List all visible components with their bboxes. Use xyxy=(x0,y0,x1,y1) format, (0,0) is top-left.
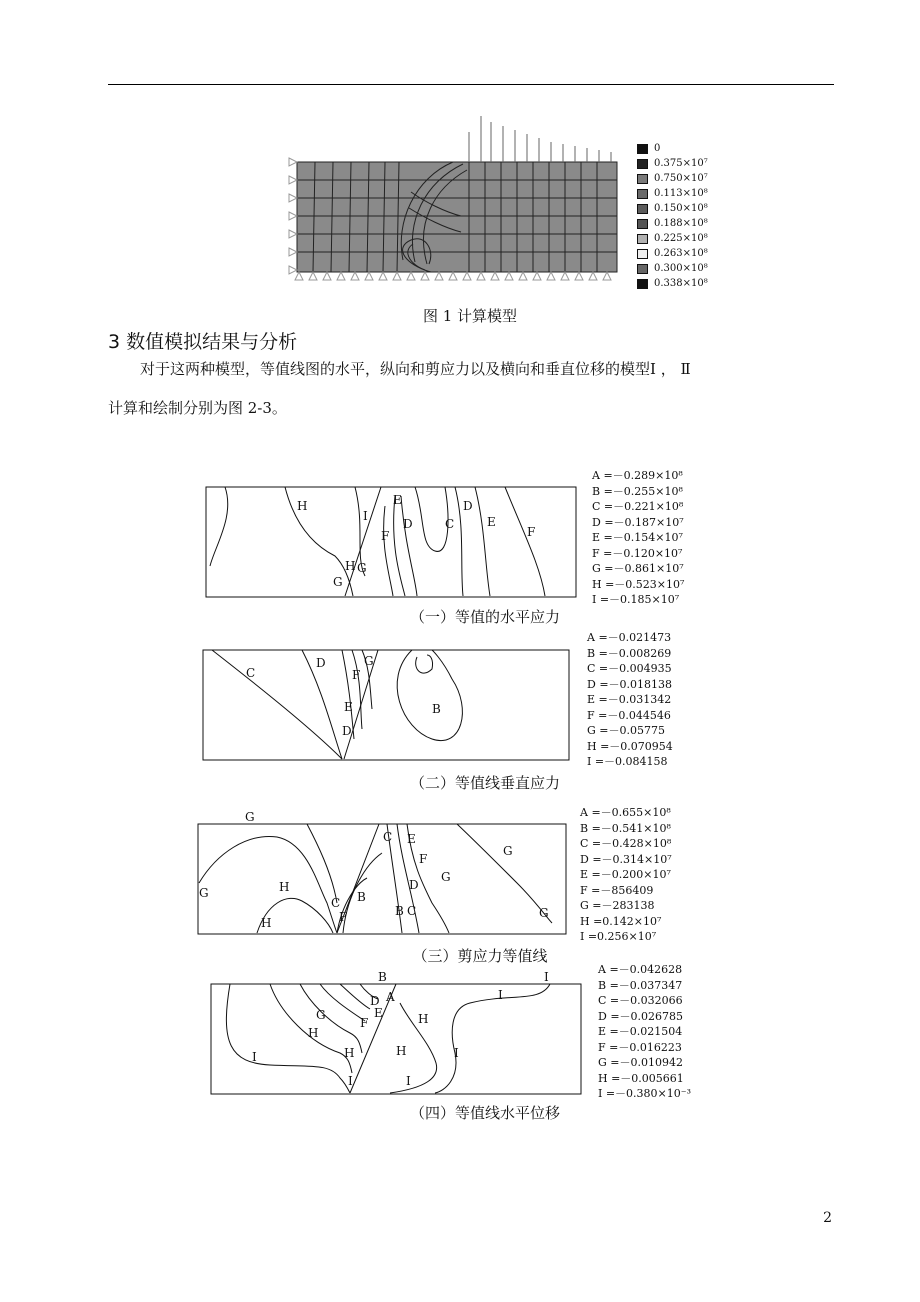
support-triangle xyxy=(449,272,457,280)
svg-text:F: F xyxy=(339,910,348,924)
support-triangle xyxy=(435,272,443,280)
panel3-caption: （三）剪应力等值线 xyxy=(412,947,548,965)
svg-text:D: D xyxy=(409,878,419,892)
svg-text:B: B xyxy=(357,890,366,904)
svg-text:B: B xyxy=(395,904,404,918)
legend-swatch xyxy=(637,144,648,154)
panel2-contour-plot xyxy=(202,649,570,761)
svg-text:G: G xyxy=(199,886,209,900)
support-triangle xyxy=(379,272,387,280)
panel-legend-item: D =－0.026785 xyxy=(598,1009,684,1023)
support-triangle xyxy=(603,272,611,280)
svg-text:H: H xyxy=(308,1026,319,1040)
panel-legend-item: F =－856409 xyxy=(580,883,654,897)
svg-text:F: F xyxy=(419,852,428,866)
panel-legend-item: B =－0.255×10⁸ xyxy=(592,484,683,498)
svg-text:H: H xyxy=(418,1012,429,1026)
figure1-legend-item xyxy=(637,141,708,156)
svg-text:E: E xyxy=(393,493,402,507)
panel-legend-item: E =－0.154×10⁷ xyxy=(592,531,683,544)
legend-label: 0.263×10⁸ xyxy=(654,248,708,259)
svg-text:G: G xyxy=(539,906,549,920)
svg-text:C: C xyxy=(407,904,417,918)
svg-text:C: C xyxy=(331,896,341,910)
header-rule xyxy=(108,84,834,85)
panel-legend-item: A =－0.289×10⁸ xyxy=(592,469,683,482)
svg-text:B: B xyxy=(432,702,441,716)
svg-text:G: G xyxy=(503,844,513,858)
svg-text:H: H xyxy=(261,916,272,930)
svg-text:H: H xyxy=(279,880,290,894)
svg-text:C: C xyxy=(246,666,256,680)
page-number: 2 xyxy=(823,1210,832,1226)
svg-text:H: H xyxy=(344,1046,355,1060)
support-triangle xyxy=(505,272,513,280)
support-triangle xyxy=(547,272,555,280)
support-triangle xyxy=(351,272,359,280)
svg-text:H: H xyxy=(297,499,308,513)
svg-text:A: A xyxy=(386,990,395,1004)
svg-text:G: G xyxy=(357,561,367,575)
legend-label: 0 xyxy=(654,143,661,154)
legend-label: 0.225×10⁸ xyxy=(654,233,708,244)
legend-swatch xyxy=(637,189,648,199)
support-triangle xyxy=(519,272,527,280)
panel2-caption: （二）等值线垂直应力 xyxy=(409,774,560,792)
figure1-legend-item xyxy=(637,276,708,291)
paragraph-line2: 计算和绘制分别为图 2-3。 xyxy=(108,399,287,417)
panel4-legend xyxy=(598,962,691,1102)
legend-swatch xyxy=(637,219,648,229)
figure1-caption: 图 1 计算模型 xyxy=(422,307,518,325)
panel4-caption: （四）等值线水平位移 xyxy=(409,1104,560,1122)
panel-legend-item: E =－0.021504 xyxy=(598,1025,683,1038)
panel-legend-item: B =－0.541×10⁸ xyxy=(580,821,671,835)
figure1-legend-item xyxy=(637,246,708,261)
support-triangle xyxy=(477,272,485,280)
panel-legend-item: I =－0.380×10⁻³ xyxy=(598,1087,691,1100)
panel-legend-item: C =－0.428×10⁸ xyxy=(580,837,672,850)
panel-legend-item: D =－0.018138 xyxy=(587,677,673,691)
panel4-contour-plot xyxy=(210,970,582,1095)
panel-legend-item: H =－0.523×10⁷ xyxy=(592,577,685,591)
svg-text:D: D xyxy=(342,724,352,738)
panel1-caption: （一）等值的水平应力 xyxy=(409,608,560,626)
panel-legend-item: A =－0.655×10⁸ xyxy=(580,806,671,819)
svg-text:I: I xyxy=(498,988,503,1002)
support-triangle xyxy=(309,272,317,280)
panel-legend-item: E =－0.200×10⁷ xyxy=(580,868,671,881)
figure1-legend-item xyxy=(637,261,708,276)
svg-text:B: B xyxy=(378,970,387,984)
legend-label: 0.188×10⁸ xyxy=(654,218,708,229)
legend-label: 0.300×10⁸ xyxy=(654,263,708,274)
svg-text:F: F xyxy=(381,529,390,543)
figure1-legend-item xyxy=(637,186,708,201)
section-heading: 3 数值模拟结果与分析 xyxy=(108,331,298,353)
legend-swatch xyxy=(637,234,648,244)
legend-label: 0.150×10⁸ xyxy=(654,203,708,214)
svg-text:E: E xyxy=(487,515,496,529)
support-triangle xyxy=(337,272,345,280)
legend-label: 0.375×10⁷ xyxy=(654,158,708,169)
legend-label: 0.338×10⁸ xyxy=(654,278,708,289)
svg-text:I: I xyxy=(406,1074,411,1088)
svg-text:G: G xyxy=(364,654,374,668)
svg-text:G: G xyxy=(245,810,255,824)
support-triangle xyxy=(491,272,499,280)
panel-legend-item: B =－0.037347 xyxy=(598,978,683,992)
figure1-legend-item xyxy=(637,231,708,246)
support-triangle xyxy=(533,272,541,280)
panel2-legend xyxy=(587,630,673,770)
svg-text:I: I xyxy=(252,1050,257,1064)
support-triangle xyxy=(561,272,569,280)
svg-text:F: F xyxy=(527,525,536,539)
panel-legend-item: H =－0.005661 xyxy=(598,1071,684,1085)
panel-legend-item: D =－0.314×10⁷ xyxy=(580,852,672,866)
panel-legend-item: H =－0.070954 xyxy=(587,739,673,753)
svg-text:I: I xyxy=(454,1046,459,1060)
panel-legend-item: H =0.142×10⁷ xyxy=(580,914,662,928)
svg-text:H: H xyxy=(345,559,356,573)
svg-text:F: F xyxy=(352,668,361,682)
svg-text:D: D xyxy=(463,499,473,513)
support-triangle xyxy=(421,272,429,280)
panel-legend-item: G =－0.010942 xyxy=(598,1056,683,1069)
panel-legend-item: F =－0.016223 xyxy=(598,1040,682,1054)
panel1-contour-plot xyxy=(205,486,577,598)
legend-swatch xyxy=(637,249,648,259)
svg-text:G: G xyxy=(316,1008,326,1022)
figure1-mesh xyxy=(285,112,635,292)
legend-swatch xyxy=(637,279,648,289)
panel-legend-item: I =－0.185×10⁷ xyxy=(592,593,680,606)
legend-swatch xyxy=(637,174,648,184)
legend-label: 0.750×10⁷ xyxy=(654,173,708,184)
support-triangle xyxy=(589,272,597,280)
panel-legend-item: F =－0.120×10⁷ xyxy=(592,546,683,560)
panel-legend-item: A =－0.042628 xyxy=(598,963,683,976)
legend-label: 0.113×10⁸ xyxy=(654,188,708,199)
panel-legend-item: I =0.256×10⁷ xyxy=(580,930,657,943)
paragraph-line1: 对于这两种模型，等值线图的水平，纵向和剪应力以及横向和垂直位移的模型Ⅰ ， Ⅱ xyxy=(140,360,691,378)
panel-legend-item: C =－0.221×10⁸ xyxy=(592,500,684,513)
panel-legend-item: C =－0.004935 xyxy=(587,662,672,675)
support-triangle xyxy=(575,272,583,280)
svg-text:G: G xyxy=(333,575,343,589)
figure1-legend-item xyxy=(637,201,708,216)
panel-legend-item: D =－0.187×10⁷ xyxy=(592,515,684,529)
svg-text:D: D xyxy=(316,656,326,670)
svg-text:I: I xyxy=(363,509,368,523)
svg-text:F: F xyxy=(360,1016,369,1030)
support-triangle xyxy=(323,272,331,280)
svg-text:D: D xyxy=(403,517,413,531)
svg-text:I: I xyxy=(348,1074,353,1088)
figure1-legend-item xyxy=(637,171,708,186)
support-triangle xyxy=(463,272,471,280)
panel3-legend xyxy=(580,805,672,945)
svg-text:G: G xyxy=(441,870,451,884)
support-triangle xyxy=(407,272,415,280)
legend-swatch xyxy=(637,204,648,214)
svg-text:D: D xyxy=(370,994,380,1008)
svg-text:E: E xyxy=(374,1006,383,1020)
panel-legend-item: G =－283138 xyxy=(580,899,655,912)
support-triangle xyxy=(295,272,303,280)
panel-legend-item: A =－0.021473 xyxy=(587,631,672,644)
support-triangle xyxy=(365,272,373,280)
panel3-contour-plot xyxy=(197,810,567,935)
figure1-legend-item xyxy=(637,156,708,171)
panel1-legend xyxy=(592,468,684,608)
panel-legend-item: I =－0.084158 xyxy=(587,755,668,768)
svg-text:E: E xyxy=(407,832,416,846)
figure1-legend-item xyxy=(637,216,708,231)
svg-text:H: H xyxy=(396,1044,407,1058)
panel-legend-item: G =－0.861×10⁷ xyxy=(592,562,684,575)
panel-legend-item: B =－0.008269 xyxy=(587,646,672,660)
panel-legend-item: C =－0.032066 xyxy=(598,994,683,1007)
panel-legend-item: E =－0.031342 xyxy=(587,693,672,706)
legend-swatch xyxy=(637,159,648,169)
svg-text:C: C xyxy=(383,830,393,844)
figure1-legend xyxy=(637,141,708,291)
svg-text:E: E xyxy=(344,700,353,714)
legend-swatch xyxy=(637,264,648,274)
panel-legend-item: F =－0.044546 xyxy=(587,708,671,722)
svg-text:C: C xyxy=(445,517,455,531)
svg-text:I: I xyxy=(544,970,549,984)
support-triangle xyxy=(393,272,401,280)
panel-legend-item: G =－0.05775 xyxy=(587,724,665,737)
